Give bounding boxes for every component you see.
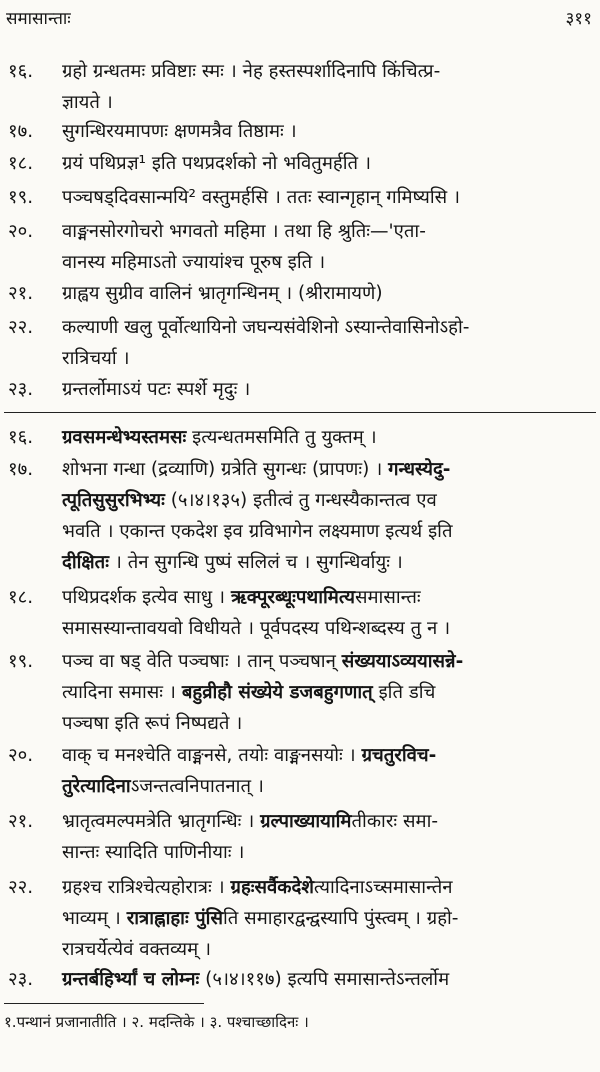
note-line: समासस्यान्तावयवो विधीयते । पूर्वपदस्य पथिन्शब्दस्य तु न ।: [62, 618, 451, 639]
note-line: ग्रन्तर्बहिर्भ्यां च लोम्नः (५।४।११७) इत्यपि समासान्तेऽन्तर्लोम: [62, 969, 450, 990]
note-line: शोभना गन्धा (द्रव्याणि) ग्रत्रेति सुगन्धः (प्रापणः) । गन्धस्येदु-: [62, 459, 451, 480]
note-number: २३.: [8, 969, 34, 990]
exercise-line: ग्रयं पथिप्रज्ञ¹ इति पथप्रदर्शको नो भवितुमर्हति ।: [62, 153, 371, 174]
exercise-number: १६.: [8, 61, 34, 82]
note-number: १९.: [8, 651, 34, 672]
note-number: १८.: [8, 587, 34, 608]
note-number: १६.: [8, 427, 34, 448]
footnotes: १.पन्थानं प्रजानातीति । २. मदन्तिके । ३. पश्चाच्छादिनः ।: [4, 1013, 309, 1031]
exercise-line: वाङ्मनसोरगोचरो भगवतो महिमा । तथा हि श्रुतिः—'एता-: [62, 221, 426, 242]
note-line: रात्रचर्येत्येवं वक्तव्यम् ।: [62, 939, 212, 960]
exercise-number: २२.: [8, 317, 34, 338]
note-line: ग्रहश्च रात्रिश्चेत्यहोरात्रः । ग्रहःसर्वैकदेशेत्यादिनाऽच्समासान्तेन: [62, 877, 453, 898]
exercise-number: २०.: [8, 221, 34, 242]
page-header: [6, 4, 592, 34]
note-line: दीक्षितः । तेन सुगन्धि पुष्पं सलिलं च । सुगन्धिर्वायुः ।: [62, 552, 403, 573]
exercise-line: ग्राह्वय सुग्रीव वालिनं भ्रातृगन्धिनम् । (श्रीरामायणे): [62, 283, 383, 304]
note-line: भवति । एकान्त एकदेश इव ग्रविभागेन लक्ष्यमाण इत्यर्थ इति: [62, 521, 453, 542]
exercise-line: ग्रन्तर्लोमाऽयं पटः स्पर्शे मृदुः ।: [62, 379, 251, 400]
note-number: २१.: [8, 811, 34, 832]
exercise-line: पञ्चषड्दिवसान्मयि² वस्तुमर्हसि । ततः स्वान्गृहान् गमिष्यसि ।: [62, 187, 461, 208]
note-line: सान्तः स्यादिति पाणिनीयाः ।: [62, 842, 245, 863]
exercise-line: ज्ञायते ।: [62, 92, 113, 113]
footnote-divider: [4, 1003, 204, 1004]
section-divider: [4, 412, 596, 413]
note-line: पञ्च वा षड् वेति पञ्चषाः । तान् पञ्चषान् संख्ययाऽव्ययासन्ने-: [62, 651, 464, 672]
exercise-number: २१.: [8, 283, 34, 304]
note-line: भाव्यम् । रात्राह्नाहाः पुंसिति समाहारद्वन्द्वस्यापि पुंस्त्वम् । ग्रहो-: [62, 908, 459, 929]
note-line: पथिप्रदर्शक इत्येव साधु । ऋक्पूरब्धूःपथामित्यसमासान्तः: [62, 587, 421, 608]
exercise-number: १८.: [8, 153, 34, 174]
note-line: तुरेत्यादिनाऽजन्तत्वनिपातनात् ।: [62, 776, 264, 797]
exercise-line: कल्याणी खलु पूर्वोत्थायिनो जघन्यसंवेशिनो ऽस्यान्तेवासिनोऽहो-: [62, 317, 470, 338]
exercise-line: ग्रहो ग्रन्धतमः प्रविष्टाः स्मः । नेह हस्तस्पर्शादिनापि किंचित्प्र-: [62, 61, 441, 82]
page-number: ३११: [565, 9, 592, 29]
exercise-number: १९.: [8, 187, 34, 208]
exercise-line: सुगन्धिरयमापणः क्षणमत्रैव तिष्ठामः ।: [62, 121, 297, 142]
note-number: १७.: [8, 459, 34, 480]
note-number: २०.: [8, 745, 34, 766]
note-line: पञ्चषा इति रूपं निष्पद्यते ।: [62, 713, 243, 734]
exercise-line: रात्रिचर्या ।: [62, 348, 130, 369]
exercise-number: १७.: [8, 121, 34, 142]
note-line: भ्रातृत्वमल्पमत्रेति भ्रातृगन्धिः । ग्रल्पाख्यायामितीकारः समा-: [62, 811, 439, 832]
note-line: ग्रवसमन्धेभ्यस्तमसः इत्यन्धतमसमिति तु युक्तम् ।: [62, 427, 377, 448]
exercise-number: २३.: [8, 379, 34, 400]
exercise-line: वानस्य महिमाऽतो ज्यायांश्च पूरुष इति ।: [62, 252, 326, 273]
note-number: २२.: [8, 877, 34, 898]
note-line: त्पूतिसुसुरभिभ्यः (५।४।१३५) इतीत्वं तु गन्धस्यैकान्तत्व एव: [62, 490, 437, 511]
note-line: त्यादिना समासः । बहुव्रीहौ संख्येये डजबहुगणात् इति डचि: [62, 682, 436, 703]
running-title: समासान्ताः: [6, 9, 71, 29]
note-line: वाक् च मनश्चेति वाङ्मनसे, तयोः वाङ्मनसयोः । ग्रचतुरविच-: [62, 745, 437, 766]
